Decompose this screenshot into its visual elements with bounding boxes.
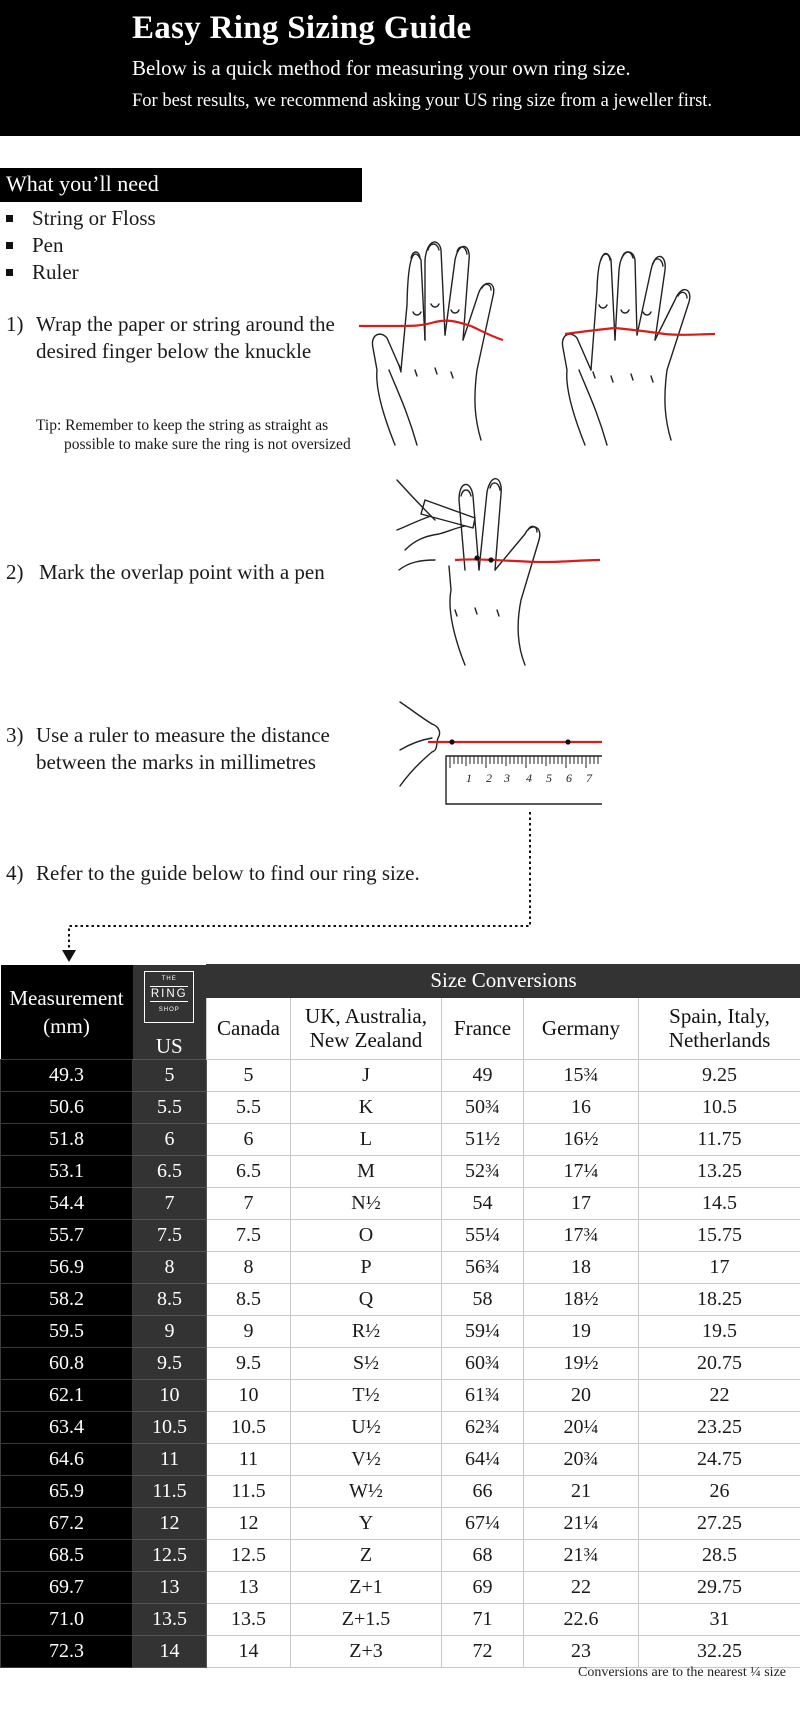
table-row (1, 1251, 800, 1283)
table-cell: 28.5 (639, 1539, 800, 1571)
table-cell: 8 (207, 1251, 291, 1283)
table-cell: Q (291, 1283, 442, 1315)
bullet-icon (6, 215, 13, 222)
table-cell: 18.25 (639, 1283, 800, 1315)
table-row (1, 1123, 800, 1155)
needs-item: String or Floss (6, 205, 156, 232)
bullet-icon (6, 242, 13, 249)
table-cell: 8.5 (133, 1283, 207, 1315)
table-cell: 22.6 (524, 1603, 639, 1635)
table-cell: 13.5 (207, 1603, 291, 1635)
table-row (1, 1347, 800, 1379)
table-cell: 60.8 (1, 1347, 133, 1379)
table-cell: 49 (442, 1059, 524, 1091)
table-row (1, 1283, 800, 1315)
table-cell: 54 (442, 1187, 524, 1219)
table-cell: Z+3 (291, 1635, 442, 1667)
measurement-header: Measurement (mm) (1, 965, 133, 1060)
table-cell: 6 (207, 1123, 291, 1155)
ruler-number: 4 (526, 771, 532, 785)
hands-string-illustration (355, 230, 775, 450)
table-row (1, 1059, 800, 1091)
table-cell: 27.25 (639, 1507, 800, 1539)
table-cell: 17 (524, 1187, 639, 1219)
table-cell: 65.9 (1, 1475, 133, 1507)
table-cell: 20.75 (639, 1347, 800, 1379)
table-cell: 5 (207, 1059, 291, 1091)
table-cell: 7.5 (133, 1219, 207, 1251)
table-cell: 9.5 (207, 1347, 291, 1379)
table-cell: 50¾ (442, 1091, 524, 1123)
step-number: 3) (6, 723, 24, 747)
table-cell: 29.75 (639, 1571, 800, 1603)
size-conversion-table (0, 964, 800, 1668)
step-2 (6, 559, 366, 586)
table-row (1, 1635, 800, 1667)
ruler-number: 7 (586, 771, 592, 785)
table-cell: 9.5 (133, 1347, 207, 1379)
table-row (1, 1091, 800, 1123)
step-number: 2) (6, 560, 24, 584)
table-cell: U½ (291, 1411, 442, 1443)
table-cell: 10.5 (639, 1091, 800, 1123)
table-cell: 62.1 (1, 1379, 133, 1411)
table-cell: 12 (133, 1507, 207, 1539)
table-cell: 23.25 (639, 1411, 800, 1443)
step-number: 4) (6, 861, 24, 885)
table-cell: 10 (133, 1379, 207, 1411)
ruler-illustration (398, 700, 602, 810)
table-cell: 11.5 (207, 1475, 291, 1507)
table-cell: 10.5 (207, 1411, 291, 1443)
table-cell: 18 (524, 1251, 639, 1283)
table-cell: 54.4 (1, 1187, 133, 1219)
table-cell: 18½ (524, 1283, 639, 1315)
page-note: For best results, we recommend asking your US ring size from a jeweller first. (132, 91, 713, 111)
dotted-arrow-connector (56, 810, 536, 965)
table-cell: 21 (524, 1475, 639, 1507)
table-cell: 14 (207, 1635, 291, 1667)
table-cell: 26 (639, 1475, 800, 1507)
step-text: Refer to the guide below to find our ring size. (36, 861, 420, 885)
size-table-body (1, 1059, 800, 1667)
tip-text: Tip: Remember to keep the string as straight as possible to make sure the ring is not oversized (36, 417, 351, 453)
table-cell: 49.3 (1, 1059, 133, 1091)
table-cell: 68 (442, 1539, 524, 1571)
table-cell: 16 (524, 1091, 639, 1123)
table-cell: 16½ (524, 1123, 639, 1155)
table-cell: 52¾ (442, 1155, 524, 1187)
table-cell: 19.5 (639, 1315, 800, 1347)
ruler-number: 5 (546, 771, 552, 785)
table-cell: 9 (133, 1315, 207, 1347)
table-cell: 53.1 (1, 1155, 133, 1187)
table-row (1, 1539, 800, 1571)
column-header-canada: Canada (207, 997, 291, 1059)
ruler-number: 2 (486, 771, 492, 785)
table-cell: 9.25 (639, 1059, 800, 1091)
table-cell: 8.5 (207, 1283, 291, 1315)
needs-item: Ruler (6, 259, 156, 286)
table-cell: 59¼ (442, 1315, 524, 1347)
table-row (1, 1187, 800, 1219)
table-cell: 10 (207, 1379, 291, 1411)
table-cell: 51.8 (1, 1123, 133, 1155)
table-cell: 13 (133, 1571, 207, 1603)
table-cell: J (291, 1059, 442, 1091)
column-header-uk: UK, Australia, New Zealand (291, 997, 442, 1059)
table-cell: 62¾ (442, 1411, 524, 1443)
step-3 (6, 722, 366, 776)
step-text: Mark the overlap point with a pen (39, 560, 325, 584)
table-cell: 21¾ (524, 1539, 639, 1571)
table-cell: 10.5 (133, 1411, 207, 1443)
table-cell: 12.5 (207, 1539, 291, 1571)
table-cell: 21¼ (524, 1507, 639, 1539)
table-cell: 13.5 (133, 1603, 207, 1635)
table-cell: 17 (639, 1251, 800, 1283)
table-cell: 17¼ (524, 1155, 639, 1187)
ruler-number: 6 (566, 771, 572, 785)
size-table-wrapper (0, 964, 800, 1668)
footnote: Conversions are to the nearest ¼ size (578, 1665, 786, 1680)
ring-shop-logo: THE RING SHOP (144, 971, 194, 1023)
table-cell: 15.75 (639, 1219, 800, 1251)
table-cell: 64.6 (1, 1443, 133, 1475)
table-cell: S½ (291, 1347, 442, 1379)
table-row (1, 1507, 800, 1539)
table-cell: V½ (291, 1443, 442, 1475)
table-cell: 6.5 (207, 1155, 291, 1187)
table-cell: 22 (524, 1571, 639, 1603)
table-cell: 58 (442, 1283, 524, 1315)
table-row (1, 1603, 800, 1635)
us-header (133, 965, 207, 1060)
table-cell: 69.7 (1, 1571, 133, 1603)
page-title: Easy Ring Sizing Guide (132, 10, 472, 46)
table-row (1, 1379, 800, 1411)
table-cell: 60¾ (442, 1347, 524, 1379)
table-cell: 14 (133, 1635, 207, 1667)
table-cell: Z+1 (291, 1571, 442, 1603)
table-row (1, 1475, 800, 1507)
column-header-france: France (442, 997, 524, 1059)
table-cell: 12.5 (133, 1539, 207, 1571)
table-cell: 67.2 (1, 1507, 133, 1539)
table-cell: 23 (524, 1635, 639, 1667)
table-cell: 69 (442, 1571, 524, 1603)
table-cell: 13.25 (639, 1155, 800, 1187)
table-cell: M (291, 1155, 442, 1187)
table-cell: 19 (524, 1315, 639, 1347)
table-cell: 17¾ (524, 1219, 639, 1251)
table-row (1, 1571, 800, 1603)
table-row (1, 1443, 800, 1475)
table-cell: 19½ (524, 1347, 639, 1379)
table-cell: 5 (133, 1059, 207, 1091)
table-cell: 15¾ (524, 1059, 639, 1091)
arrow-down-icon (62, 950, 76, 962)
step-number: 1) (6, 312, 24, 336)
table-cell: 24.75 (639, 1443, 800, 1475)
table-cell: 58.2 (1, 1283, 133, 1315)
table-cell: 71.0 (1, 1603, 133, 1635)
ruler-number: 1 (466, 771, 472, 785)
table-cell: 55.7 (1, 1219, 133, 1251)
table-cell: 20 (524, 1379, 639, 1411)
table-cell: 55¼ (442, 1219, 524, 1251)
step-1 (6, 311, 356, 365)
table-cell: P (291, 1251, 442, 1283)
table-cell: Y (291, 1507, 442, 1539)
bullet-icon (6, 269, 13, 276)
us-label: US (155, 1033, 183, 1058)
table-row (1, 1155, 800, 1187)
table-cell: O (291, 1219, 442, 1251)
table-row (1, 1219, 800, 1251)
ruler-number: 3 (504, 771, 510, 785)
page-subtitle: Below is a quick method for measuring your own ring size. (132, 56, 631, 80)
table-cell: 63.4 (1, 1411, 133, 1443)
table-cell: 68.5 (1, 1539, 133, 1571)
pen-marking-illustration (395, 470, 605, 670)
table-cell: 5.5 (207, 1091, 291, 1123)
table-cell: 11.5 (133, 1475, 207, 1507)
table-cell: 11 (207, 1443, 291, 1475)
table-cell: 66 (442, 1475, 524, 1507)
table-cell: 6 (133, 1123, 207, 1155)
table-cell: 56.9 (1, 1251, 133, 1283)
table-cell: 9 (207, 1315, 291, 1347)
table-cell: 7 (133, 1187, 207, 1219)
size-conversions-header: Size Conversions (207, 965, 800, 998)
table-cell: 11 (133, 1443, 207, 1475)
table-cell: 32.25 (639, 1635, 800, 1667)
table-cell: 20¼ (524, 1411, 639, 1443)
table-cell: Z (291, 1539, 442, 1571)
needs-item: Pen (6, 232, 156, 259)
table-cell: 51½ (442, 1123, 524, 1155)
column-header-germany: Germany (524, 997, 639, 1059)
table-cell: 22 (639, 1379, 800, 1411)
table-cell: 61¾ (442, 1379, 524, 1411)
table-cell: 20¾ (524, 1443, 639, 1475)
table-cell: 56¾ (442, 1251, 524, 1283)
table-cell: 31 (639, 1603, 800, 1635)
table-cell: L (291, 1123, 442, 1155)
table-cell: K (291, 1091, 442, 1123)
table-cell: 71 (442, 1603, 524, 1635)
table-cell: W½ (291, 1475, 442, 1507)
table-cell: 14.5 (639, 1187, 800, 1219)
table-cell: 50.6 (1, 1091, 133, 1123)
table-cell: 7 (207, 1187, 291, 1219)
needs-title: What you’ll need (6, 171, 159, 196)
table-cell: 6.5 (133, 1155, 207, 1187)
table-cell: R½ (291, 1315, 442, 1347)
column-header-spain: Spain, Italy, Netherlands (639, 997, 800, 1059)
table-cell: 11.75 (639, 1123, 800, 1155)
step-text: Use a ruler to measure the distance between the marks in millimetres (36, 723, 330, 774)
table-row (1, 1315, 800, 1347)
table-cell: 8 (133, 1251, 207, 1283)
table-row (1, 1411, 800, 1443)
table-cell: 72.3 (1, 1635, 133, 1667)
header-banner (0, 0, 800, 136)
table-cell: 67¼ (442, 1507, 524, 1539)
step-text: Wrap the paper or string around the desired finger below the knuckle (36, 312, 335, 363)
table-cell: Z+1.5 (291, 1603, 442, 1635)
table-cell: 7.5 (207, 1219, 291, 1251)
needs-list (6, 205, 156, 286)
table-cell: 59.5 (1, 1315, 133, 1347)
table-cell: T½ (291, 1379, 442, 1411)
table-cell: N½ (291, 1187, 442, 1219)
table-cell: 5.5 (133, 1091, 207, 1123)
table-cell: 64¼ (442, 1443, 524, 1475)
table-cell: 72 (442, 1635, 524, 1667)
table-cell: 12 (207, 1507, 291, 1539)
table-cell: 13 (207, 1571, 291, 1603)
